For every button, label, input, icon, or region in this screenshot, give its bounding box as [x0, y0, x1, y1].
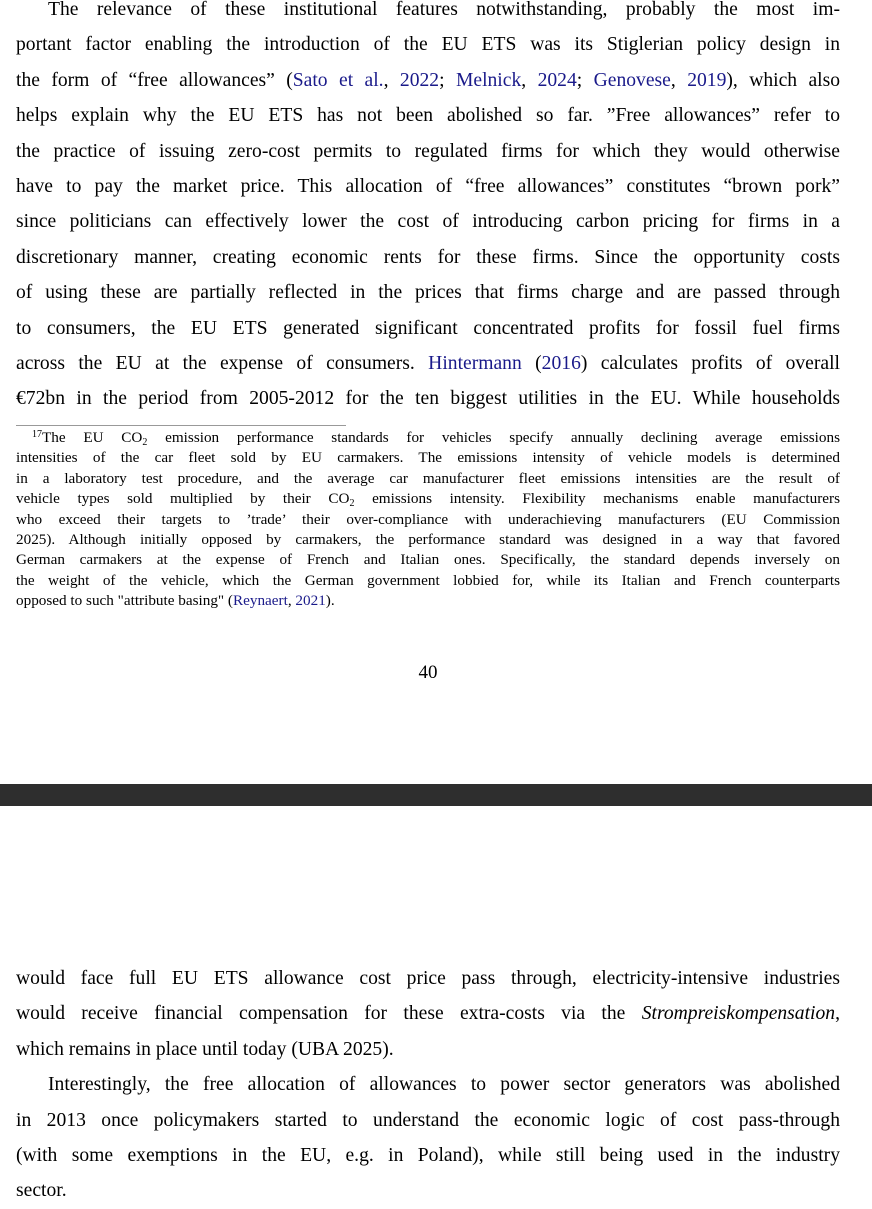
footnote-line: vehicle types sold multiplied by their $CO_2$ emissions intensity. Flexibility mechanisms enable manufacturers [16, 490, 841, 510]
text-line: (with some exemptions in the EU, e.g. in Poland), while still being used in the industry [16, 1144, 840, 1166]
footnote-line: intensities of the car fleet sold by EU carmakers. The emissions intensity of vehicle models is determined [16, 449, 840, 467]
footnote-line: the weight of the vehicle, which the German government lobbied for, while its Italian and French counterparts [16, 571, 840, 589]
footnote-line: in a laboratory test procedure, and the average car manufacturer fleet emissions intensities are the result of [16, 469, 840, 487]
text-line: would face full EU ETS allowance cost price pass through, electricity-intensive industries [16, 968, 840, 989]
text-line: the practice of issuing zero-cost permits to regulated firms for which they would otherwise [16, 140, 840, 162]
text-line: discretionary manner, creating economic rents for these firms. Since the opportunity costs [16, 246, 840, 268]
citation-hintermann-year-link[interactable]: 2016 [541, 352, 581, 374]
text-line: which remains in place until today (UBA 2025). [16, 1038, 394, 1060]
footnote-line: 2025). Although initially opposed by carmakers, the performance standard was designed in a way that favored [16, 530, 840, 548]
citation-reynaert-link[interactable]: Reynaert [232, 592, 288, 610]
text-line: helps explain why the EU ETS has not been abolished so far. ”Free allowances” refer to [16, 105, 840, 127]
body-paragraph [16, 0, 840, 417]
footnote-line: opposed to such "attribute basing" (Reynaert, 2021). [16, 592, 335, 610]
text-line: would receive financial compensation for these extra-costs via the Strompreiskompensation, [16, 1003, 840, 1025]
text-line: have to pay the market price. This allocation of “free allowances” constitutes “brown pork” [16, 175, 840, 197]
page-number: 40 [418, 662, 438, 683]
citation-reynaert-year-link[interactable]: 2021 [295, 592, 326, 610]
text-line: sector. [16, 1180, 67, 1202]
footnote-rule [16, 425, 346, 426]
citation-melnick-year-link[interactable]: 2024 [537, 69, 577, 91]
text-line: since politicians can effectively lower the cost of introducing carbon pricing for firms in a [16, 211, 840, 233]
citation-genovese-year-link[interactable]: 2019 [687, 69, 727, 91]
text-line: €72bn in the period from 2005-2012 for the ten biggest utilities in the EU. While households [16, 388, 840, 410]
footnote-line: $^{17}$The EU $CO_2$ emission performance standards for vehicles specify annually declining average emissions [32, 429, 840, 448]
citation-hintermann-link[interactable]: Hintermann [428, 352, 522, 374]
body-paragraph [16, 961, 840, 1209]
footnote-line: German carmakers at the expense of French and Italian ones. Specifically, the standard depends inversely on [16, 551, 840, 569]
footnote-marker: 17 [32, 429, 42, 440]
text-line: The relevance of these institutional features notwithstanding, probably the most im- [48, 0, 840, 20]
document-page-41 [0, 806, 872, 1204]
citation-melnick-link[interactable]: Melnick [455, 69, 522, 91]
text-line: across the EU at the expense of consumers. Hintermann (2016) calculates profits of overall [16, 352, 840, 374]
text-line: of using these are partially reflected in the prices that firms charge and are passed through [16, 282, 840, 304]
footnote-17 [16, 428, 840, 612]
citation-genovese-link[interactable]: Genovese [593, 69, 671, 91]
page-separator [0, 784, 872, 806]
text-line: the form of “free allowances” (Sato et al., 2022; Melnick, 2024; Genovese, 2019), which also [16, 69, 841, 91]
text-line: portant factor enabling the introduction of the EU ETS was its Stiglerian policy design in [16, 34, 840, 56]
text-line: Interestingly, the free allocation of allowances to power sector generators was abolished [48, 1074, 840, 1096]
italic-term: Strompreiskompensation [641, 1003, 836, 1025]
footnote-line: who exceed their targets to ’trade’ their over-compliance with underachieving manufacturers (EU Commission [16, 510, 840, 528]
citation-sato-link[interactable]: Sato et al. [292, 69, 384, 91]
citation-sato-year-link[interactable]: 2022 [399, 69, 440, 91]
text-line: in 2013 once policymakers started to understand the economic logic of cost pass-through [16, 1109, 840, 1131]
text-line: to consumers, the EU ETS generated significant concentrated profits for fossil fuel firms [16, 317, 840, 339]
